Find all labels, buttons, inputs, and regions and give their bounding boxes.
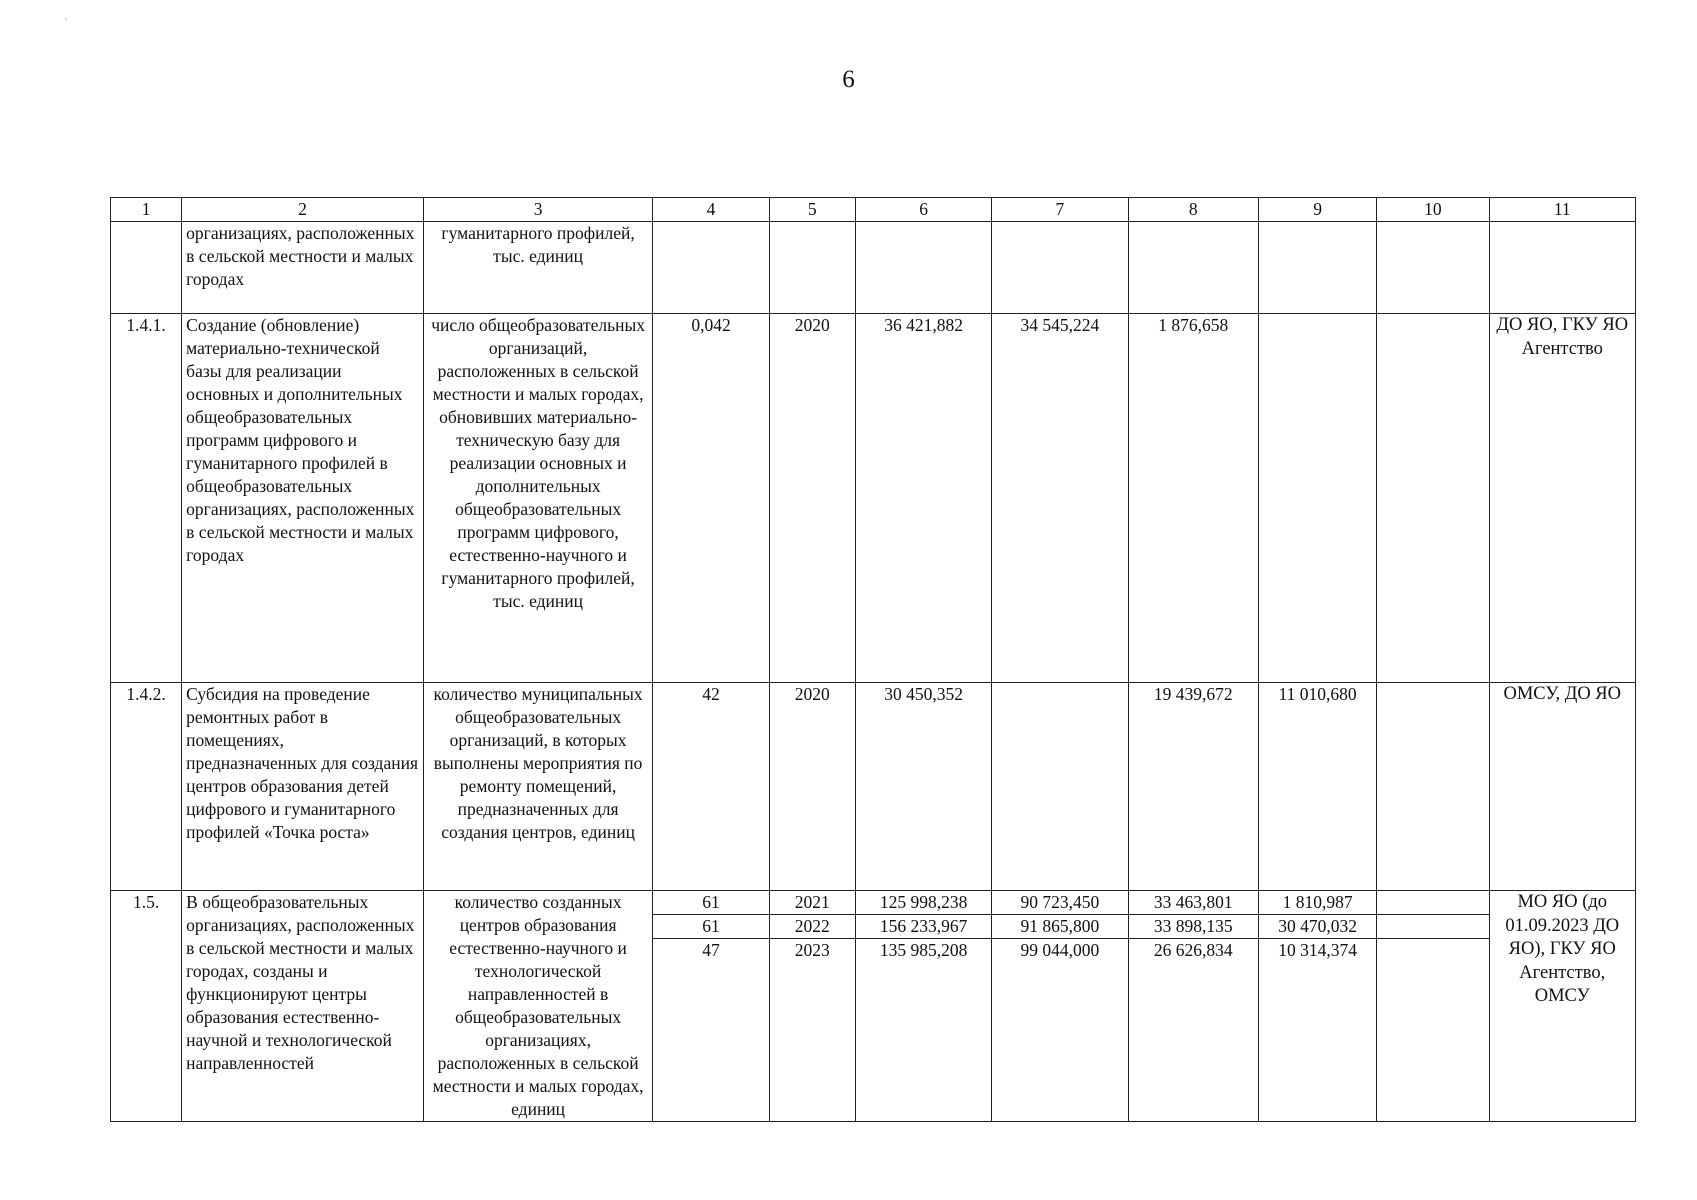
header-cell: 4 (653, 198, 769, 222)
funding-local: 10 314,374 (1278, 940, 1357, 960)
funding-total (855, 222, 991, 314)
funding-federal: 90 723,450 (992, 891, 1127, 915)
funding-total-cell (855, 891, 991, 1122)
funding-local: 1 810,987 (1259, 891, 1376, 915)
funding-total: 36 421,882 (855, 314, 991, 683)
table-row (111, 222, 1636, 314)
measure-name: Субсидия на проведение ремонтных работ в помещениях, предназначенных для создания центров образования детей цифрового и гуманитарного профилей «Точка роста» (182, 683, 424, 891)
row-number (111, 222, 182, 314)
indicator-name: число общеобразовательных организаций, расположенных в сельской местности и малых городах, обновивших материально-техническую базу для реализации основных и дополнительных общеобразовательных программ цифрового, естественно-научного и гуманитарного профилей, тыс. единиц (423, 314, 653, 683)
header-cell: 5 (769, 198, 855, 222)
table-row (111, 683, 1636, 891)
funding-federal (992, 683, 1128, 891)
year (769, 222, 855, 314)
funding-other (1377, 915, 1488, 939)
year: 2020 (769, 683, 855, 891)
row-number: 1.4.1. (111, 314, 182, 683)
funding-federal: 91 865,800 (992, 915, 1127, 939)
table-row (111, 314, 1636, 683)
funding-regional (1128, 222, 1258, 314)
year: 2020 (769, 314, 855, 683)
funding-other (1377, 939, 1488, 962)
measure-name: В общеобразовательных организациях, расположенных в сельской местности и малых городах, созданы и функционируют центры образования естественно-научной и технологической направленностей (182, 891, 424, 1122)
funding-federal: 34 545,224 (992, 314, 1128, 683)
header-cell: 8 (1128, 198, 1258, 222)
year-cell (769, 891, 855, 1122)
funding-regional: 33 463,801 (1129, 891, 1258, 915)
indicator-value: 0,042 (653, 314, 769, 683)
indicator-name: количество созданных центров образования естественно-научного и технологической направленностей в общеобразовательных организациях, расположенных в сельской местности и малых городах, единиц (423, 891, 653, 1122)
measure-name: организациях, расположенных в сельской местности и малых городах (182, 222, 424, 314)
funding-total: 156 233,967 (856, 915, 991, 939)
funding-federal (992, 222, 1128, 314)
indicator-value: 61 (653, 915, 768, 939)
header-cell: 1 (111, 198, 182, 222)
table-header-row (111, 198, 1636, 222)
funding-other (1377, 891, 1488, 915)
responsible (1489, 222, 1636, 314)
funding-total: 125 998,238 (856, 891, 991, 915)
funding-regional-cell (1128, 891, 1258, 1122)
funding-other (1377, 683, 1489, 891)
header-cell: 2 (182, 198, 424, 222)
header-cell: 10 (1377, 198, 1489, 222)
responsible: МО ЯО (до 01.09.2023 ДО ЯО), ГКУ ЯО Агентство, ОМСУ (1489, 891, 1636, 1122)
header-cell: 6 (855, 198, 991, 222)
funding-local (1258, 222, 1376, 314)
header-cell: 11 (1489, 198, 1636, 222)
indicator-name: количество муниципальных общеобразовательных организаций, в которых выполнены мероприятия по ремонту помещений, предназначенных для создания центров, единиц (423, 683, 653, 891)
indicator-value: 42 (653, 683, 769, 891)
page-number: 6 (842, 66, 855, 93)
year: 2022 (770, 915, 855, 939)
measure-name: Создание (обновление) материально-технической базы для реализации основных и дополнительных общеобразовательных программ цифрового и гуманитарного профилей в общеобразовательных организациях, расположенных в сельской местности и малых городах (182, 314, 424, 683)
header-cell: 9 (1258, 198, 1376, 222)
header-cell: 3 (423, 198, 653, 222)
funding-local-cell (1258, 891, 1376, 1122)
funding-total: 30 450,352 (855, 683, 991, 891)
year: 2021 (770, 891, 855, 915)
funding-local: 30 470,032 (1259, 915, 1376, 939)
funding-federal: 99 044,000 (1020, 940, 1100, 960)
indicator-value (653, 222, 769, 314)
funding-other (1377, 222, 1489, 314)
funding-other-cell (1377, 891, 1489, 1122)
funding-total: 135 985,208 (879, 940, 968, 960)
indicator-value-cell (653, 891, 769, 1122)
funding-local (1258, 314, 1376, 683)
year: 2023 (794, 940, 830, 960)
funding-federal-cell (992, 891, 1128, 1122)
funding-regional: 1 876,658 (1128, 314, 1258, 683)
indicator-value: 47 (702, 940, 720, 960)
header-cell: 7 (992, 198, 1128, 222)
funding-regional: 19 439,672 (1128, 683, 1258, 891)
funding-regional: 26 626,834 (1153, 940, 1233, 960)
table-row (111, 891, 1636, 1122)
indicator-name: гуманитарного профилей, тыс. единиц (423, 222, 653, 314)
row-number: 1.4.2. (111, 683, 182, 891)
funding-other (1377, 314, 1489, 683)
row-number: 1.5. (111, 891, 182, 1122)
funding-local: 11 010,680 (1258, 683, 1376, 891)
funding-regional: 33 898,135 (1129, 915, 1258, 939)
responsible: ОМСУ, ДО ЯО (1489, 683, 1636, 891)
responsible: ДО ЯО, ГКУ ЯО Агентство (1489, 314, 1636, 683)
indicator-value: 61 (653, 891, 768, 915)
scan-speck (65, 18, 67, 20)
program-table (110, 197, 1636, 1122)
